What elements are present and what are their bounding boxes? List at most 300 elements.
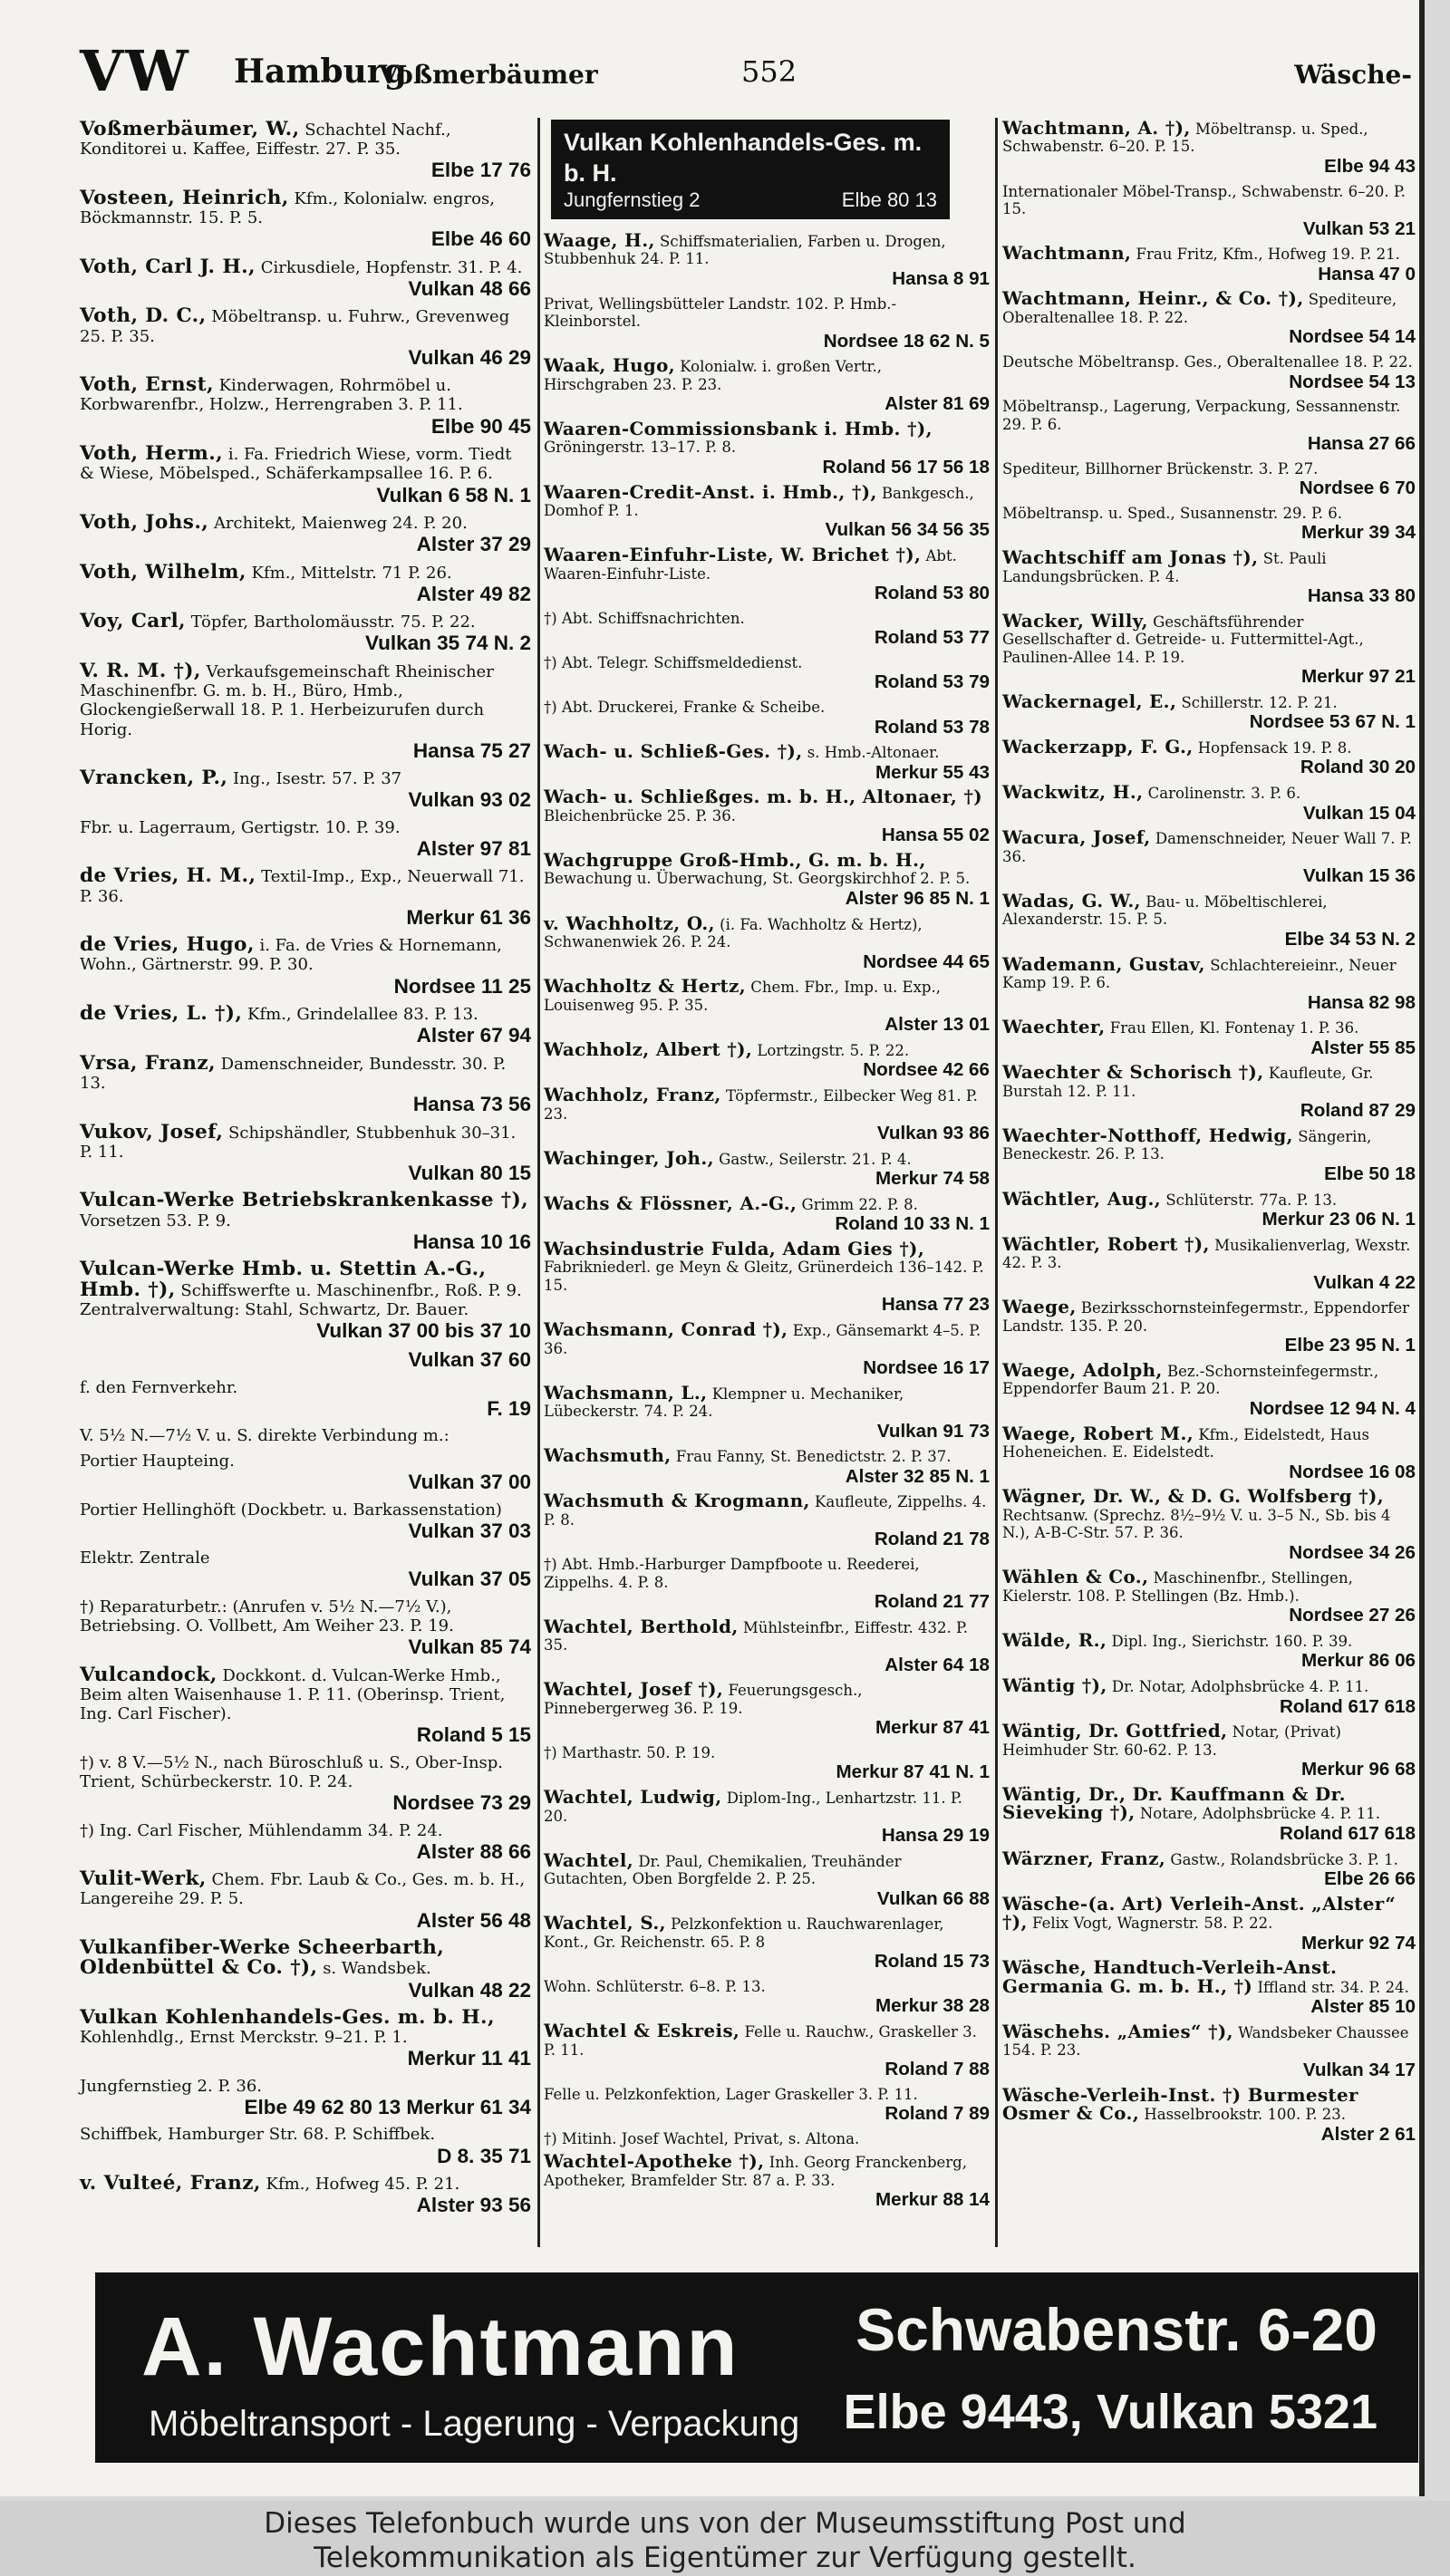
entry-details: Schiffbek, Hamburger Str. 68. P. Schiffbek. (80, 2125, 436, 2145)
entry-text (1002, 889, 1416, 929)
phone-number: Alster 56 48 (416, 1908, 531, 1932)
phone-number: Hansa 33 80 (1307, 585, 1416, 607)
entry-details: Fabrikniederl. ge Meyn & Gleitz, Grünerdeich 136–142. P. 15. (544, 1259, 984, 1294)
entry-text (1002, 781, 1416, 804)
entry-details: Möbeltransp. u. Sped., Susannenstr. 29. P. 6. (1002, 504, 1342, 522)
entry-details: Schlüterstr. 77a. P. 13. (1165, 1191, 1338, 1209)
entry-details: †) Marthastr. 50. P. 19. (544, 1743, 716, 1761)
entry-details: Töpfer, Bartholomäusstr. 75. P. 22. (190, 613, 476, 632)
directory-entry (80, 1500, 531, 1543)
entry-name: Voy, Carl, (80, 610, 186, 633)
entry-details: Gastw., Rolandsbrücke 3. P. 1. (1170, 1850, 1398, 1868)
phone-number: Hansa 29 19 (881, 1825, 990, 1847)
directory-entry (1002, 1956, 1416, 2018)
entry-text (544, 1146, 990, 1169)
directory-entry (80, 1869, 531, 1933)
phone-number: Merkur 23 06 N. 1 (1262, 1209, 1416, 1230)
entry-details: Möbeltransp. u. Sped., Schwabenstr. 6–20. P. 15. (1002, 121, 1368, 156)
entry-details: Bezirksschornsteinfegermstr., Eppendorfer Landstr. 135. P. 20. (1002, 1299, 1409, 1335)
entry-name: Wachinger, Joh., (544, 1146, 714, 1169)
entry-name: Waechter & Schorisch †), (1002, 1061, 1264, 1084)
phone-number: Merkur 55 43 (875, 761, 990, 783)
entry-text (544, 1492, 990, 1529)
entry-details: †) v. 8 V.—5½ N., nach Büroschluß u. S., Ober-Insp. Trient, Schürbeckerstr. 10. P. 24. (80, 1752, 504, 1791)
entry-details: Schiffsmaterialien, Farben u. Drogen, Stubbenhuk 24. P. 11. (544, 233, 946, 268)
directory-entry (1002, 826, 1416, 887)
header-city: Hamburg (234, 53, 407, 91)
entry-details: Kaufleute, Gr. Burstah 12. P. 11. (1002, 1065, 1374, 1100)
directory-entry (1002, 1124, 1416, 1185)
phone-number: Vulkan 48 66 (408, 276, 531, 300)
directory-entry (544, 740, 990, 783)
entry-text (80, 1378, 531, 1397)
directory-entry (1002, 2020, 1416, 2081)
entry-details: St. Pauli Landungsbrücken. P. 4. (1002, 550, 1327, 585)
entry-details: Klempner u. Mechaniker, Lübeckerstr. 74. P. 24. (544, 1384, 904, 1421)
entry-details: Möbeltransp., Lagerung, Verpackung, Sessannenstr. 29. P. 6. (1002, 398, 1401, 433)
directory-entry (80, 1426, 531, 1445)
directory-entry (544, 788, 990, 846)
entry-name: Wächtler, Aug., (1002, 1187, 1162, 1210)
entry-text (544, 1978, 990, 1995)
directory-entry (80, 560, 531, 606)
entry-details: Jungfernstieg 2. P. 36. (80, 2076, 262, 2096)
phone-number: Alster 64 18 (884, 1654, 990, 1675)
phone-number: Merkur 87 41 N. 1 (836, 1761, 990, 1783)
directory-entry (80, 1378, 531, 1421)
directory-entry (80, 866, 531, 930)
phone-number: Roland 7 88 (884, 2059, 990, 2080)
entry-text (80, 1452, 531, 1471)
directory-entry (80, 1051, 531, 1117)
entry-details: Schipshändler, Stubbenhuk 30–31. P. 11. (80, 1123, 517, 1162)
entry-details: s. Hmb.-Altonaer. (807, 744, 940, 762)
phone-number: Hansa 75 27 (412, 738, 531, 762)
phone-number: Alster 97 81 (416, 836, 531, 860)
entry-name: Wach- u. Schließges. m. b. H., Altonaer, †) (544, 786, 982, 808)
phone-number: Hansa 27 66 (1307, 433, 1416, 455)
phone-number: Hansa 82 98 (1307, 991, 1416, 1013)
entry-text (1002, 1674, 1416, 1697)
phone-number: Vulkan 37 05 (408, 1568, 531, 1591)
column-1 (80, 120, 531, 2224)
entry-details: Architekt, Maienweg 24. P. 20. (213, 513, 468, 533)
page-header (80, 40, 1412, 103)
footer-line: Dieses Telefonbuch wurde uns von der Museumsstiftung Post und (264, 2507, 1186, 2540)
entry-text (80, 612, 531, 632)
entry-text (80, 375, 531, 414)
entry-name: Wademann, Gustav, (1002, 952, 1205, 975)
entry-name: Vukov, Josef, (80, 1120, 224, 1143)
entry-details: Frau Fanny, St. Benedictstr. 2. P. 37. (675, 1448, 952, 1466)
entry-details: †) Abt. Schiffsnachrichten. (544, 609, 745, 627)
entry-name: Wacura, Josef, (1002, 826, 1151, 849)
entry-text (544, 1615, 990, 1655)
phone-number: Hansa 8 91 (892, 267, 990, 289)
entry-text (1002, 1232, 1416, 1272)
entry-text (544, 654, 990, 671)
entry-name: Wachtel, Josef †), (544, 1678, 724, 1701)
entry-details: Kaufleute, Zippelhs. 4. P. 8. (544, 1493, 987, 1529)
directory-entry (544, 1848, 990, 1910)
entry-name: Wäschehs. „Amies“ †), (1002, 2020, 1233, 2042)
entry-name: Wächtler, Robert †), (1002, 1232, 1210, 1255)
entry-details: Internationaler Möbel-Transp., Schwabenstr. 6–20. P. 15. (1002, 182, 1406, 218)
entry-text (544, 2150, 990, 2189)
entry-text (80, 1259, 531, 1319)
phone-number: Vulkan 34 17 (1302, 2059, 1416, 2080)
directory-entry (80, 818, 531, 861)
entry-text (1002, 1298, 1416, 1335)
entry-details: Maschinenfbr., Stellingen, Kielerstr. 108. P. Stellingen (Bz. Hmb.). (1002, 1569, 1353, 1605)
entry-details: Bleichenbrücke 25. P. 36. (544, 806, 737, 825)
entry-name: Waege, Robert M., (1002, 1422, 1194, 1444)
directory-entry (1002, 952, 1416, 1014)
directory-entry (1002, 1018, 1416, 1058)
entry-details: Bewachung u. Überwachung, St. Georgskirchhof 2. P. 5. (544, 870, 971, 888)
directory-entry (544, 2086, 990, 2125)
directory-entry (544, 1615, 990, 1676)
entry-details: Frau Fritz, Kfm., Hofweg 19. P. 21. (1136, 246, 1400, 264)
phone-number: Vulkan 37 60 (408, 1348, 531, 1372)
entry-details: †) Reparaturbetr.: (Anrufen v. 5½ N.—7½ V.), Betriebsing. O. Vollbett, Am Weiher 23. P. 19. (80, 1597, 454, 1636)
entry-text (80, 1869, 531, 1908)
entry-text (544, 1192, 990, 1214)
entry-details: Kfm., Mittelstr. 71 P. 26. (251, 563, 452, 583)
entry-name: Wachtmann, Heinr., & Co. †), (1002, 287, 1304, 310)
directory-entry (1002, 609, 1416, 688)
phone-number: Alster 81 69 (884, 393, 990, 415)
entry-text (80, 1004, 531, 1024)
phone-number: Elbe 23 95 N. 1 (1284, 1335, 1416, 1356)
phone-number: F. 19 (487, 1397, 531, 1421)
directory-entry (80, 1004, 531, 1047)
directory-entry (80, 188, 531, 252)
entry-text (544, 1744, 990, 1761)
phone-number: Roland 10 33 N. 1 (835, 1213, 990, 1235)
phone-number: Merkur 11 41 (407, 2047, 531, 2070)
directory-entry (1002, 1892, 1416, 1954)
entry-text (80, 2005, 531, 2048)
entry-text (544, 295, 990, 331)
entry-text (544, 2022, 990, 2059)
entry-text (1002, 505, 1416, 522)
entry-text (544, 912, 990, 951)
directory-entry (544, 480, 990, 542)
directory-entry (1002, 287, 1416, 348)
entry-text (1002, 460, 1416, 478)
phone-number: Roland 5 15 (416, 1723, 531, 1747)
directory-entry (1002, 242, 1416, 285)
phone-number: Roland 7 89 (884, 2103, 990, 2125)
column-2-entries (544, 229, 990, 2211)
entry-text (1002, 1847, 1416, 1869)
phone-number: Merkur 38 28 (875, 1995, 990, 2017)
directory-entry (80, 1753, 531, 1816)
entry-text (1002, 1485, 1416, 1542)
entry-details: Dockkont. d. Vulcan-Werke Hmb., Beim alten Waisenhause 1. P. 11. (Oberinsp. Trient, Ing. Carl Fischer). (80, 1665, 506, 1724)
entry-name: Voth, Wilhelm, (80, 560, 246, 584)
entry-text (544, 1381, 990, 1421)
entry-details: Schiffswerfte u. Maschinenfbr., Roß. P. 9. Zentralverwaltung: Stahl, Schwartz, Dr. Bauer. (80, 1280, 522, 1319)
entry-details: Feuerungsgesch., Pinnebergerweg 36. P. 19. (544, 1682, 863, 1717)
entry-name: Wachtel & Eskreis, (544, 2020, 740, 2042)
column-2 (544, 120, 990, 2216)
entry-details: Abt. Waaren-Einfuhr-Liste. (544, 547, 957, 583)
entry-name: Wachs & Flössner, A.-G., (544, 1192, 798, 1214)
directory-entry (1002, 398, 1416, 455)
entry-text (544, 2086, 990, 2103)
entry-text (1002, 353, 1416, 371)
entry-details: Kfm., Kolonialw. engros, Böckmannstr. 15. P. 5. (80, 188, 495, 228)
directory-entry (80, 768, 531, 812)
entry-name: Voth, Herm., (80, 442, 224, 466)
directory-entry (544, 1744, 990, 1783)
directory-entry (80, 120, 531, 183)
entry-text (80, 1665, 531, 1724)
directory-entry (80, 935, 531, 999)
entry-name: Wachtel, Ludwig, (544, 1786, 722, 1809)
entry-details: Kfm., Hofweg 45. P. 21. (266, 2175, 460, 2195)
entry-name: Vrancken, P., (80, 767, 228, 790)
entry-text (544, 740, 990, 763)
column-3 (1002, 117, 1416, 2150)
phone-number: Nordsee 54 13 (1289, 371, 1416, 392)
directory-entry (80, 1821, 531, 1864)
directory-entry (80, 1597, 531, 1660)
entry-details: Fbr. u. Lagerraum, Gertigstr. 10. P. 39. (80, 817, 401, 837)
entry-details: Frau Ellen, Kl. Fontenay 1. P. 36. (1109, 1019, 1359, 1037)
directory-entry (544, 1318, 990, 1379)
directory-entry (544, 975, 990, 1036)
phone-number: Merkur 92 74 (1300, 1932, 1416, 1954)
directory-entry (544, 2022, 990, 2080)
phone-number: Nordsee 44 65 (863, 950, 990, 972)
entry-text (544, 610, 990, 627)
directory-entry (1002, 781, 1416, 824)
entry-details: †) Abt. Druckerei, Franke & Scheibe. (544, 699, 826, 717)
entry-text (80, 935, 531, 974)
ad-services: Möbeltransport - Lagerung - Verpackung (149, 2404, 800, 2444)
entry-details: Schlachtereieinr., Neuer Kamp 19. P. 6. (1002, 956, 1397, 992)
entry-name: Wachtel-Apotheke †), (544, 2150, 765, 2173)
phone-number: Roland 21 77 (874, 1591, 990, 1613)
directory-entry (80, 306, 531, 370)
directory-entry (544, 654, 990, 693)
phone-number: Merkur 87 41 (875, 1717, 990, 1739)
entry-details: Damenschneider, Bundesstr. 30. P. 13. (80, 1054, 507, 1093)
phone-number: Alster 49 82 (416, 582, 531, 605)
directory-entry (80, 612, 531, 655)
header-letters: VW (80, 38, 190, 104)
entry-text (1002, 1782, 1416, 1824)
entry-text (544, 354, 990, 393)
phone-number: Roland 53 79 (874, 671, 990, 693)
entry-details: s. Wandsbek. (323, 1959, 431, 1979)
entry-details: Bankgesch., Domhof P. 1. (544, 484, 974, 519)
phone-number: Elbe 26 66 (1324, 1868, 1416, 1889)
entry-name: Waege, (1002, 1296, 1077, 1318)
entry-details: Notare, Adolphsbrücke 4. P. 11. (1139, 1805, 1380, 1823)
entry-text (1002, 690, 1416, 712)
directory-entry (1002, 1722, 1416, 1780)
entry-name: Vrsa, Franz, (80, 1051, 216, 1075)
phone-number: Vulkan 48 22 (408, 1978, 531, 2002)
entry-name: de Vries, L. †), (80, 1002, 243, 1026)
entry-name: Wackwitz, H., (1002, 781, 1144, 804)
entry-text (80, 1938, 531, 1978)
directory-entry (80, 1348, 531, 1372)
entry-text (80, 444, 531, 483)
entry-name: Vulcan-Werke Hmb. u. Stettin A.-G., Hmb. †), (80, 1258, 487, 1301)
directory-entry (544, 1492, 990, 1550)
entry-name: Waaren-Einfuhr-Liste, W. Brichet †), (544, 544, 922, 566)
entry-name: v. Vulteé, Franz, (80, 2172, 261, 2195)
entry-text (544, 975, 990, 1014)
entry-details: Sängerin, Beneckestr. 26. P. 13. (1002, 1127, 1372, 1163)
footer-line: Telekommunikation als Eigentümer zur Verfügung gestellt. (314, 2542, 1136, 2574)
entry-details: Grimm 22. P. 8. (801, 1195, 918, 1213)
phone-number: Hansa 55 02 (881, 825, 990, 846)
phone-number: Roland 617 618 (1279, 1695, 1416, 1717)
entry-details: Cirkusdiele, Hopfenstr. 31. P. 4. (260, 257, 523, 277)
entry-details: Portier Hellinghöft (Dockbetr. u. Barkassenstation) (80, 1500, 502, 1520)
phone-number: Merkur 97 21 (1300, 666, 1416, 688)
entry-name: Wachtel, S., (544, 1912, 666, 1934)
entry-details: Ing., Isestr. 57. P. 37 (233, 769, 402, 789)
directory-entry (1002, 738, 1416, 778)
entry-name: Wäsche, Handtuch-Verleih-Anst. Germania G. m. b. H., †) (1002, 1956, 1338, 1997)
entry-details: †) Ing. Carl Fischer, Mühlendamm 34. P. 24. (80, 1820, 443, 1840)
directory-entry (544, 699, 990, 738)
entry-name: Waak, Hugo, (544, 354, 675, 377)
entry-name: Wackerzapp, F. G., (1002, 736, 1194, 757)
ad-company-name: A. Wachtmann (141, 2301, 740, 2393)
directory-entry (80, 257, 531, 301)
directory-entry (544, 912, 990, 973)
entry-details: (i. Fa. Wachholtz & Hertz), Schwanenwiek 26. P. 24. (544, 915, 923, 951)
phone-number: Alster 85 10 (1310, 1996, 1416, 2018)
entry-text (544, 788, 990, 825)
entry-text (1002, 1359, 1416, 1398)
ad-phones: Elbe 9443, Vulkan 5321 (843, 2385, 1378, 2439)
directory-entry (80, 2174, 531, 2217)
entry-details: Bau- u. Möbeltischlerei, Alexanderstr. 15. P. 5. (1002, 892, 1328, 929)
entry-details: †) Abt. Hmb.-Harburger Dampfboote u. Reederei, Zippelhs. 4. P. 8. (544, 1556, 920, 1591)
entry-name: Waaren-Credit-Anst. i. Hmb., †), (544, 480, 877, 503)
entry-details: i. Fa. Friedrich Wiese, vorm. Tiedt & Wiese, Möbelsped., Schäferkampsallee 16. P. 6. (80, 445, 512, 484)
entry-text (1002, 1061, 1416, 1100)
entry-text (1002, 1956, 1416, 1997)
phone-number: Vulkan 46 29 (408, 345, 531, 369)
entry-text (544, 1037, 990, 1060)
directory-entry (544, 1381, 990, 1442)
header-last-entry: Wäsche- (1294, 60, 1412, 90)
column-divider (995, 118, 998, 2247)
entry-text (544, 1556, 990, 1591)
entry-details: Portier Haupteing. (80, 1451, 235, 1471)
directory-entry (1002, 1568, 1416, 1626)
entry-text (80, 2077, 531, 2096)
directory-entry (1002, 1485, 1416, 1563)
entry-text (80, 661, 531, 739)
phone-number: Merkur 39 34 (1300, 522, 1416, 544)
entry-details: Wohn. Schlüterstr. 6–8. P. 13. (544, 1978, 766, 1995)
phone-number: Vulkan 56 34 56 35 (825, 519, 990, 541)
directory-entry (80, 510, 531, 556)
entry-name: Waechter, (1002, 1016, 1106, 1038)
directory-entry (544, 1786, 990, 1847)
phone-number: Elbe 90 45 (430, 414, 531, 438)
phone-number: Nordsee 12 94 N. 4 (1249, 1397, 1416, 1419)
entry-name: V. R. M. †), (80, 659, 201, 682)
directory-entry (1002, 117, 1416, 178)
entry-text (80, 1548, 531, 1568)
entry-name: Wachsmann, Conrad †), (544, 1318, 788, 1341)
entry-details: Kohlenhdlg., Ernst Merckstr. 9–21. P. 1. (80, 2028, 408, 2048)
entry-text (80, 2174, 531, 2194)
phone-number: Roland 30 20 (1300, 757, 1416, 778)
entry-text (80, 1426, 531, 1445)
entry-name: Vulkanfiber-Werke Scheerbarth, Oldenbüttel & Co. †), (80, 1936, 445, 1980)
phone-number: Nordsee 16 17 (863, 1357, 990, 1378)
entry-text (544, 2130, 990, 2147)
directory-entry (1002, 2083, 1416, 2146)
entry-details: Schillerstr. 12. P. 21. (1181, 693, 1338, 711)
phone-number: Alster 67 94 (416, 1024, 531, 1047)
directory-entry (544, 2130, 990, 2147)
entry-text (1002, 2020, 1416, 2060)
entry-details: †) Mitinh. Josef Wachtel, Privat, s. Altona. (544, 2129, 860, 2147)
entry-name: Wäntig, Dr. Gottfried, (1002, 1720, 1228, 1742)
phone-number: Alster 55 85 (1310, 1037, 1416, 1058)
phone-number: Nordsee 73 29 (392, 1791, 531, 1815)
phone-number: Roland 21 78 (874, 1529, 990, 1550)
phone-number: Roland 56 17 56 18 (822, 456, 990, 478)
entry-text (80, 1051, 531, 1093)
entry-details: Pelzkonfektion u. Rauchwarenlager, Kont., Gr. Reichenstr. 65. P. 8 (544, 1915, 944, 1951)
entry-details: Elektr. Zentrale (80, 1548, 210, 1568)
phone-number: Elbe 17 76 (430, 159, 531, 182)
entry-name: Waaren-Commissionsbank i. Hmb. †), (544, 417, 933, 439)
entry-name: Wachsmuth & Krogmann, (544, 1490, 810, 1512)
entry-details: Töpfermstr., Eilbecker Weg 81. P. 23. (544, 1087, 978, 1123)
phone-number: Hansa 77 23 (881, 1294, 990, 1316)
entry-text (1002, 287, 1416, 326)
entry-text (80, 866, 531, 905)
entry-text (1002, 183, 1416, 218)
entry-text (80, 257, 531, 277)
phone-number: Roland 617 618 (1279, 1822, 1416, 1844)
entry-name: Voth, Ernst, (80, 373, 214, 397)
entry-name: Wärzner, Franz, (1002, 1847, 1166, 1869)
entry-details: Kfm., Eidelstedt, Haus Hoheneichen. E. Eidelstedt. (1002, 1425, 1369, 1462)
phone-number: Merkur 86 06 (1300, 1650, 1416, 1672)
entry-name: Wäsche-Verleih-Inst. †) Burmester Osmer & Co., (1002, 2083, 1358, 2125)
entry-text (80, 1191, 531, 1230)
entry-name: Wachtel, (544, 1848, 634, 1871)
entry-text (1002, 826, 1416, 865)
entry-details: Dr. Notar, Adolphsbrücke 4. P. 11. (1111, 1678, 1369, 1696)
entry-details: Damenschneider, Neuer Wall 7. P. 36. (1002, 830, 1412, 865)
entry-text (80, 1120, 531, 1162)
phone-number: Vulkan 91 73 (876, 1420, 990, 1442)
directory-entry (80, 1938, 531, 2002)
entry-details: Dr. Paul, Chemikalien, Treuhänder Gutachten, Oben Borgfelde 2. P. 25. (544, 1852, 902, 1888)
entry-name: v. Wachholtz, O., (544, 912, 715, 934)
directory-entry (80, 1120, 531, 1186)
phone-number: Nordsee 6 70 (1299, 478, 1416, 499)
